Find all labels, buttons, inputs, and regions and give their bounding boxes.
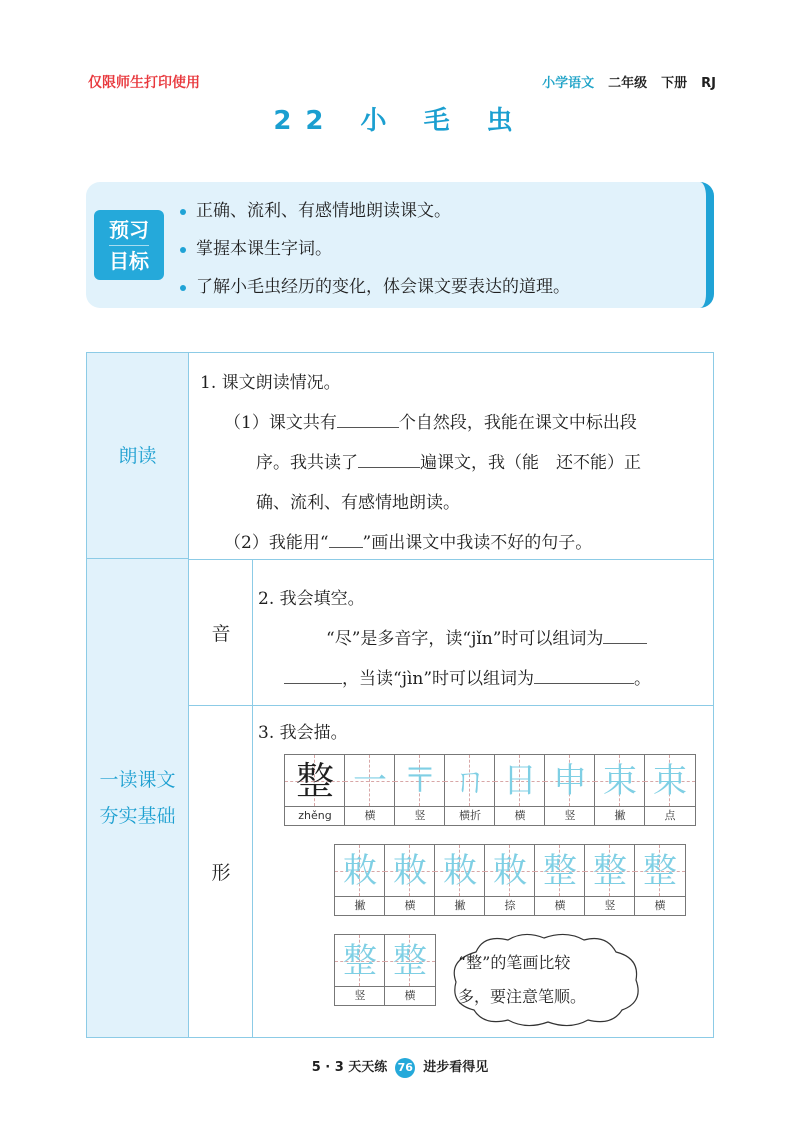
trace-cell[interactable] (635, 845, 685, 915)
trace-cell[interactable] (435, 845, 485, 915)
stroke-row-3 (334, 934, 436, 1006)
grade: 二年级 (608, 76, 648, 91)
trace-char: 一 (353, 761, 387, 801)
page-footer (0, 1056, 800, 1078)
stroke-label: 撇 (354, 899, 366, 912)
trace-char: 敕 (443, 851, 477, 891)
edition: RJ (701, 76, 716, 91)
q2-text-b: ，当读“jìn”时可以组词为 (342, 669, 535, 689)
sub-label-shape: 形 (211, 862, 231, 884)
q1-1-text-c: 序。我共读了 (256, 453, 358, 473)
tip-line2: 多，要注意笔顺。 (458, 987, 587, 1006)
tip-line1: “整”的笔画比较 (458, 953, 571, 972)
trace-char: 敕 (393, 851, 427, 891)
trace-cell[interactable] (345, 755, 395, 825)
stroke-row-1 (284, 754, 696, 826)
stroke-label: 横折 (459, 809, 481, 822)
goal-item: 正确、流利、有感情地朗读课文。 (178, 192, 570, 230)
trace-char: 整 (543, 851, 577, 891)
trace-char: 束 (603, 761, 637, 801)
subject: 小学语文 (542, 76, 595, 91)
trace-char: 日 (503, 761, 537, 801)
stroke-label: 横 (554, 899, 566, 912)
trace-char: 〒 (403, 761, 437, 801)
question-1: 1. 课文朗读情况。 (200, 373, 341, 393)
stroke-label: 横 (404, 899, 416, 912)
answer-blank[interactable] (358, 449, 420, 468)
goal-list (178, 192, 570, 306)
question-1-1-line1 (224, 408, 637, 433)
stroke-label: 竖 (414, 809, 426, 822)
stroke-label: 捺 (504, 899, 516, 912)
trace-char: 敕 (493, 851, 527, 891)
divider (252, 559, 253, 1037)
question-2-line1 (326, 624, 647, 649)
trace-char: 整 (643, 851, 677, 891)
stroke-label: 横 (514, 809, 526, 822)
trace-cell[interactable] (585, 845, 635, 915)
trace-cell[interactable] (535, 845, 585, 915)
trace-cell[interactable] (545, 755, 595, 825)
stroke-label: 竖 (564, 809, 576, 822)
footer-slogan: 进步看得见 (423, 1060, 489, 1075)
trace-cell[interactable] (335, 935, 385, 1005)
trace-char: 敕 (343, 851, 377, 891)
divider (189, 559, 713, 560)
trace-cell[interactable] (385, 845, 435, 915)
sub-label-sound: 音 (211, 623, 231, 645)
question-1-2 (224, 528, 592, 553)
basics-label-line2: 夯实基础 (99, 805, 176, 827)
stroke-label: 横 (364, 809, 376, 822)
reading-label: 朗读 (118, 444, 157, 467)
trace-cell[interactable] (395, 755, 445, 825)
answer-blank[interactable] (603, 625, 647, 644)
trace-cell[interactable] (595, 755, 645, 825)
stroke-label: 点 (664, 809, 676, 822)
q1-1-text-a: （1）课文共有 (224, 413, 337, 433)
trace-char: 整 (343, 941, 377, 981)
question-1-1-line2 (256, 448, 641, 473)
trace-char: 申 (553, 761, 587, 801)
trace-char: 整 (593, 851, 627, 891)
trace-cell[interactable] (645, 755, 695, 825)
trace-cell[interactable] (485, 845, 535, 915)
model-char-cell (285, 755, 345, 825)
q2-text-a: “尽”是多音字，读“jǐn”时可以组词为 (326, 629, 604, 649)
trace-char: 束 (653, 761, 687, 801)
basics-label-line1: 一读课文 (99, 769, 176, 791)
trace-cell[interactable] (445, 755, 495, 825)
volume: 下册 (661, 76, 688, 91)
trace-char: ㄇ (453, 761, 487, 801)
pinyin-label: zhěng (298, 809, 332, 822)
stroke-label: 竖 (604, 899, 616, 912)
answer-blank[interactable] (337, 409, 399, 428)
stroke-row-2 (334, 844, 686, 916)
question-2-line2 (284, 664, 651, 689)
trace-cell[interactable] (335, 845, 385, 915)
page-number: 76 (395, 1058, 415, 1078)
stroke-label: 横 (654, 899, 666, 912)
section-label-basics (87, 559, 189, 1037)
q1-1-text-b: 个自然段，我能在课文中标出段 (398, 413, 637, 433)
trace-cell[interactable] (495, 755, 545, 825)
q2-text-end: 。 (634, 669, 652, 689)
trace-char: 整 (393, 941, 427, 981)
answer-blank[interactable] (284, 665, 342, 684)
q1-2-text-b: ”画出课文中我读不好的句子。 (362, 533, 593, 553)
answer-blank[interactable] (329, 529, 363, 548)
goals-badge (94, 210, 164, 280)
question-1-1-line3: 确、流利、有感情地朗读。 (256, 493, 460, 513)
goal-item: 了解小毛虫经历的变化，体会课文要表达的道理。 (178, 268, 570, 306)
stroke-label: 竖 (354, 989, 366, 1002)
q1-1-text-d: 遍课文，我（能 还不能）正 (420, 453, 641, 473)
answer-blank[interactable] (534, 665, 634, 684)
goals-badge-line1: 预习 (109, 217, 149, 242)
restriction-note: 仅限师生打印使用 (88, 75, 200, 91)
stroke-label: 撇 (454, 899, 466, 912)
trace-cell[interactable] (385, 935, 435, 1005)
question-3: 3. 我会描。 (258, 723, 348, 743)
question-2: 2. 我会填空。 (258, 589, 365, 609)
goals-badge-line2: 目标 (109, 245, 149, 276)
book-info (542, 72, 716, 91)
section-label-reading (87, 353, 189, 559)
q1-2-text-a: （2）我能用“ (224, 533, 329, 553)
footer-brand: 5 · 3 天天练 (311, 1060, 388, 1075)
stroke-label: 撇 (614, 809, 626, 822)
tip-text (458, 946, 636, 1014)
stroke-label: 横 (404, 989, 416, 1002)
page-title: 22 小 毛 虫 (273, 106, 527, 136)
divider (189, 705, 713, 706)
preview-goals-box (86, 182, 714, 308)
model-char: 整 (295, 759, 334, 803)
goal-item: 掌握本课生字词。 (178, 230, 570, 268)
